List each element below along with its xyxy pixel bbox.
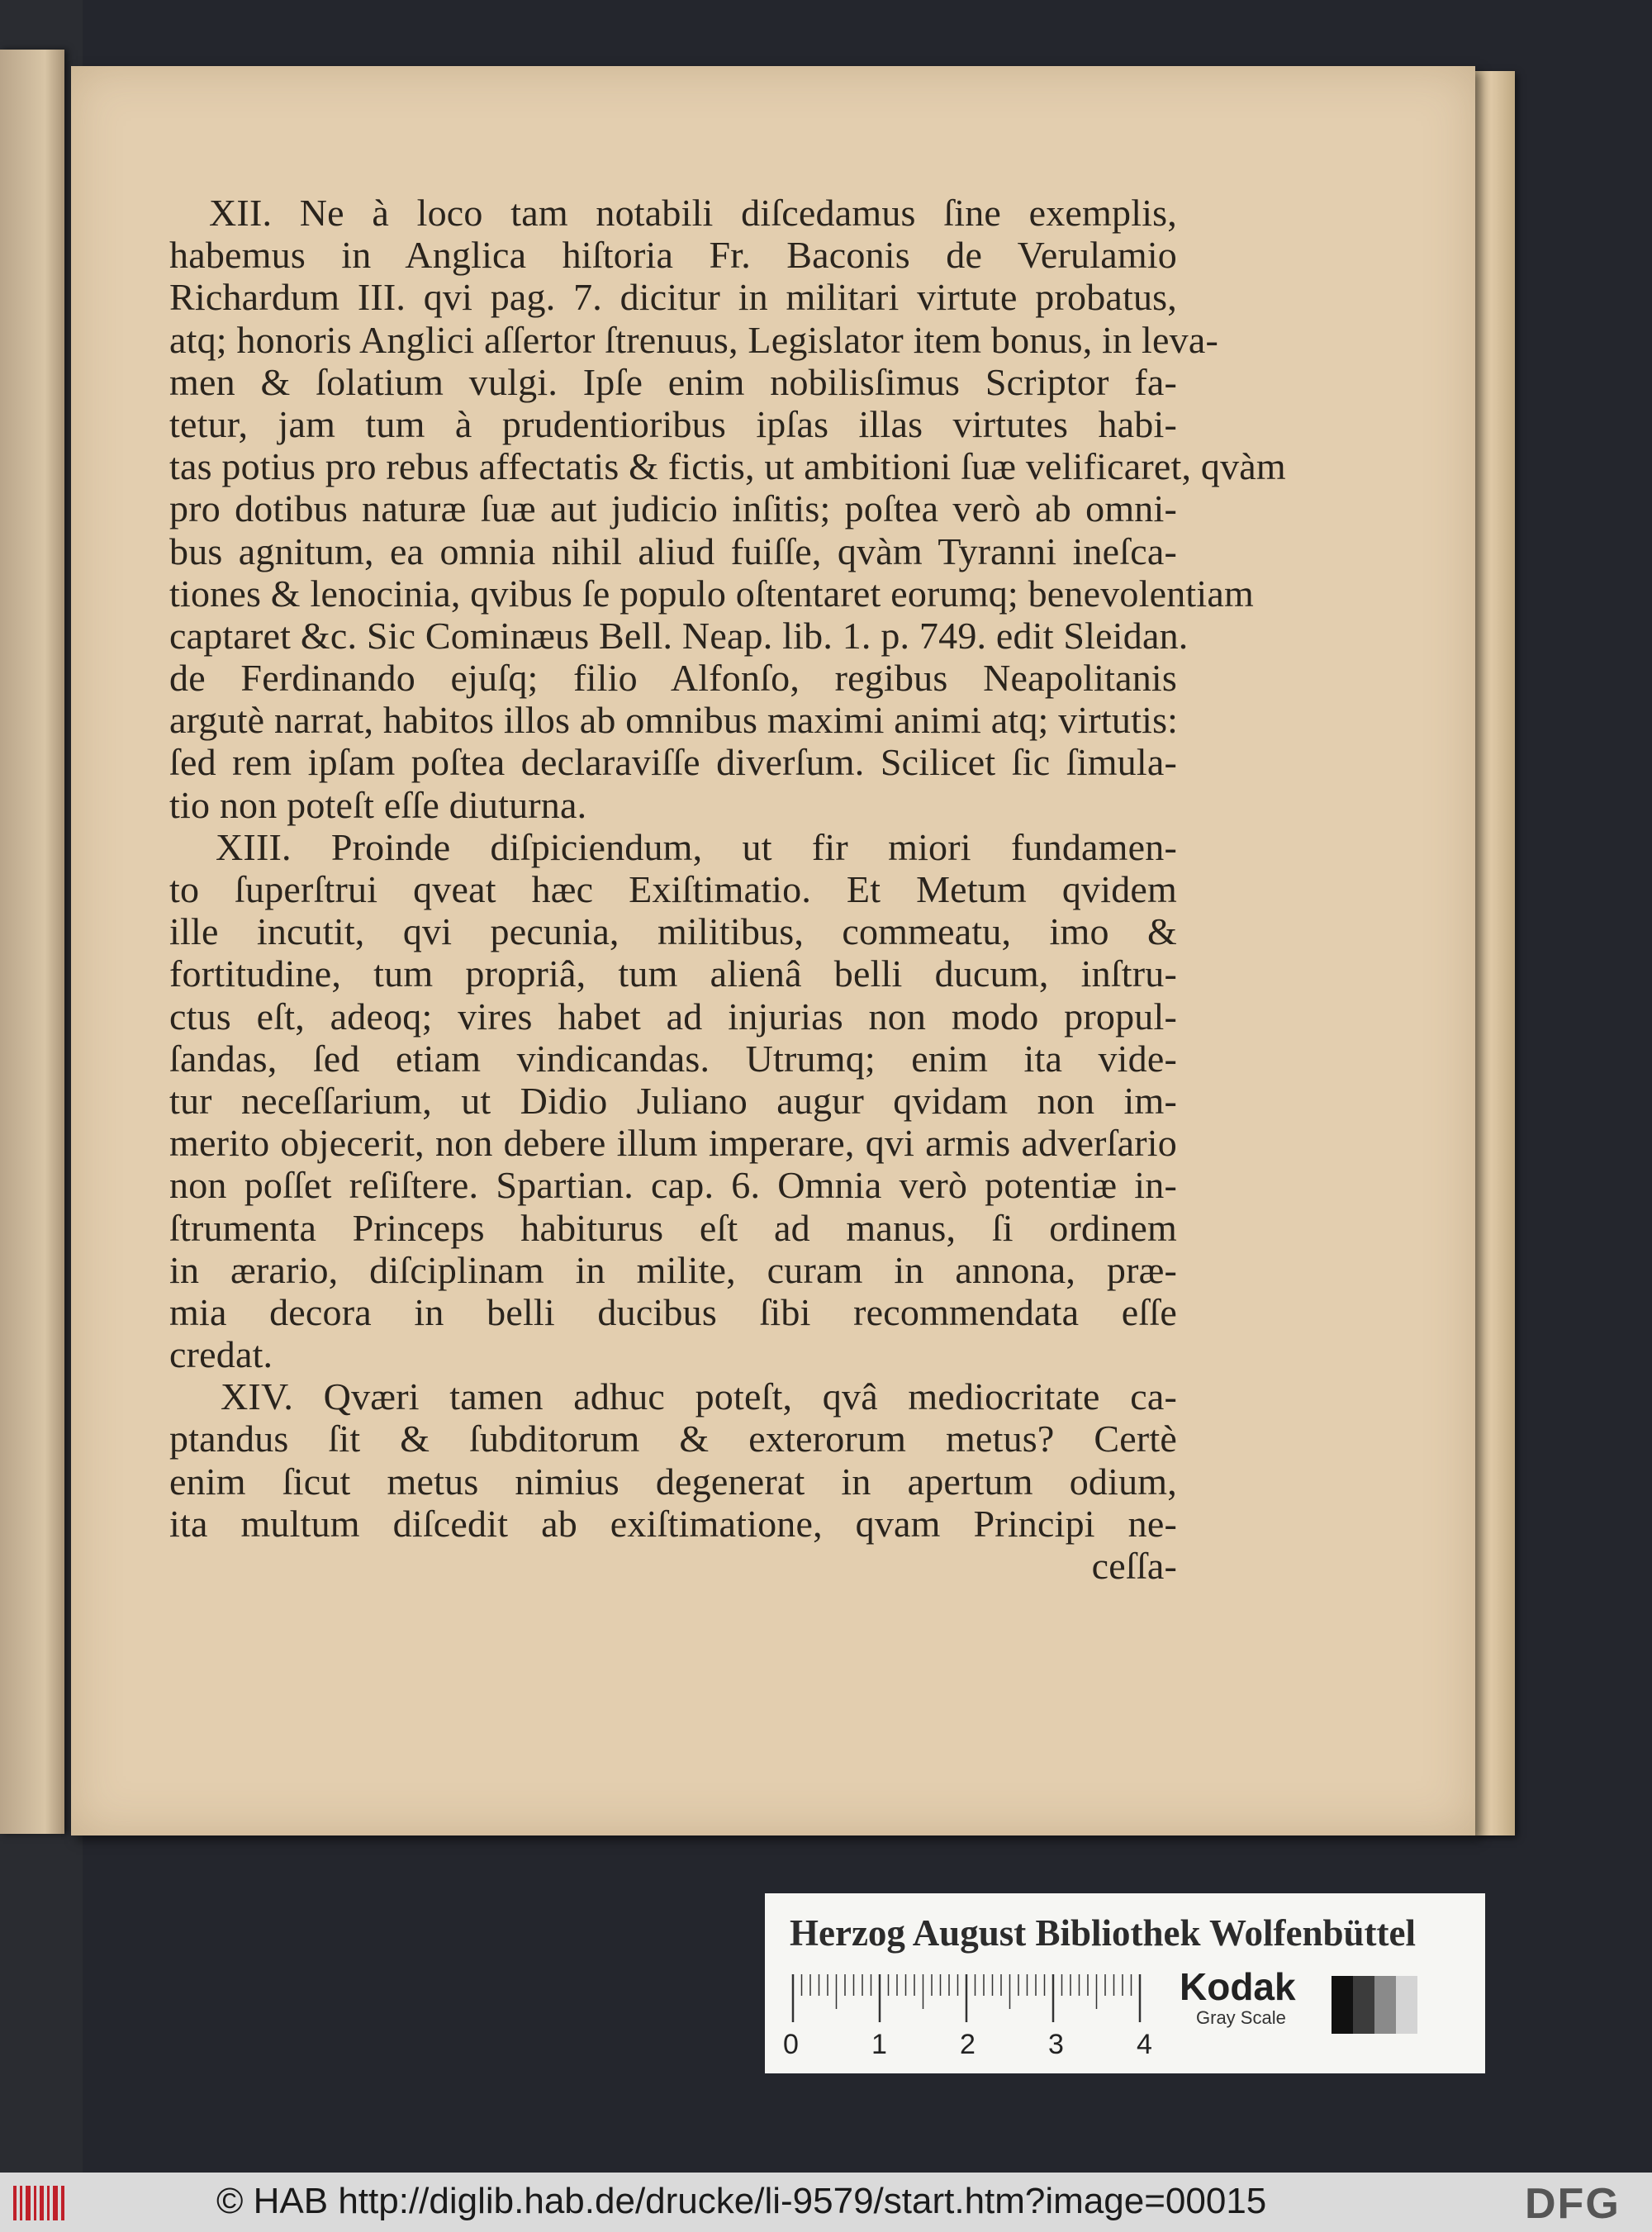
text-line: habemus in Anglica hiſtoria Fr. Baconis de Verulamio <box>169 234 1177 277</box>
text-line: ſtrumenta Princeps habiturus eſt ad manus, ſi ordinem <box>169 1206 1177 1249</box>
swatch-dark-gray <box>1353 1976 1374 2034</box>
swatch-light-gray <box>1396 1976 1417 2034</box>
text-line: credat. <box>169 1333 273 1376</box>
ruler-number: 4 <box>1137 2029 1152 2060</box>
page-text <box>169 192 1286 1587</box>
text-line: men & ſolatium vulgi. Ipſe enim nobilisſimus Scriptor fa- <box>169 360 1177 403</box>
text-line: to ſuperſtrui qveat hæc Exiſtimatio. Et Metum qvidem <box>169 868 1177 910</box>
text-line: enim ſicut metus nimius degenerat in apertum odium, <box>169 1460 1177 1503</box>
barcode-icon <box>12 2182 69 2224</box>
ruler-number: 2 <box>960 2029 976 2060</box>
ruler-number: 3 <box>1048 2029 1064 2060</box>
ruler-numbers <box>783 2029 1152 2062</box>
ruler-scale <box>790 1974 1145 2024</box>
text-line: ctus eſt, adeoq; vires habet ad injurias non modo propul- <box>169 995 1177 1038</box>
footer-bar <box>0 2173 1652 2232</box>
gray-scale-label: Gray Scale <box>1196 2007 1286 2028</box>
page-stack-edge <box>1475 71 1515 1835</box>
text-line: tur neceſſarium, ut Didio Juliano augur qvidam non im- <box>169 1079 1177 1122</box>
footer-link[interactable]: © HAB http://diglib.hab.de/drucke/li-9579/start.htm?image=00015 <box>216 2181 1267 2221</box>
text-line: pro dotibus naturæ ſuæ aut judicio inſitis; poſtea verò ab omni- <box>169 487 1177 530</box>
text-line: XIII. Proinde diſpiciendum, ut fir miori fundamen- <box>216 825 1177 868</box>
text-line: captaret &c. Sic Cominæus Bell. Neap. lib. 1. p. 749. edit Sleidan. <box>169 614 1189 657</box>
facing-page-edge <box>0 50 64 1834</box>
swatch-black <box>1332 1976 1353 2034</box>
kodak-logo: Kodak <box>1180 1965 1296 2008</box>
text-line: ſandas, ſed etiam vindicandas. Utrumq; enim ita vide- <box>169 1037 1177 1080</box>
library-label-card <box>765 1893 1485 2073</box>
dfg-logo: DFG <box>1525 2180 1621 2228</box>
text-line: merito objecerit, non debere illum imperare, qvi armis adverſario <box>169 1122 1177 1165</box>
text-line: tas potius pro rebus affectatis & fictis, ut ambitioni ſuæ velificaret, qvàm <box>169 445 1286 488</box>
library-name: Herzog August Bibliothek Wolfenbüttel <box>790 1912 1416 1954</box>
text-line: mia decora in belli ducibus ſibi recommendata eſſe <box>169 1290 1177 1333</box>
text-line: de Ferdinando ejuſq; filio Alfonſo, regibus Neapolitanis <box>169 657 1177 700</box>
text-line: ille incutit, qvi pecunia, militibus, commeatu, imo & <box>169 910 1177 953</box>
swatch-mid-gray <box>1374 1976 1396 2034</box>
text-line: ita multum diſcedit ab exiſtimatione, qvam Principi ne- <box>169 1502 1177 1545</box>
ruler-number: 0 <box>783 2029 799 2060</box>
ruler-number: 1 <box>871 2029 887 2060</box>
text-line: ptandus ſit & ſubditorum & exterorum metus? Certè <box>169 1418 1177 1460</box>
text-line: tio non poteſt eſſe diuturna. <box>169 783 587 826</box>
text-line: tetur, jam tum à prudentioribus ipſas illas virtutes habi- <box>169 402 1177 445</box>
text-line: bus agnitum, ea omnia nihil aliud fuiſſe, qvàm Tyranni ineſca- <box>169 530 1177 572</box>
text-line: ceſſa- <box>1091 1545 1177 1587</box>
text-line: argutè narrat, habitos illos ab omnibus maximi animi atq; virtutis: <box>169 699 1179 742</box>
text-line: fortitudine, tum propriâ, tum alienâ belli ducum, inſtru- <box>169 952 1177 995</box>
text-line: ſed rem ipſam poſtea declaraviſſe diverſum. Scilicet ſic ſimula- <box>169 741 1177 784</box>
text-line: XIV. Qværi tamen adhuc poteſt, qvâ mediocritate ca- <box>221 1375 1177 1418</box>
text-line: non poſſet reſiſtere. Spartian. cap. 6. Omnia verò potentiæ in- <box>169 1164 1177 1207</box>
text-line: XII. Ne à loco tam notabili diſcedamus ſine exemplis, <box>209 192 1177 234</box>
text-line: atq; honoris Anglici aſſertor ſtrenuus, Legislator item bonus, in leva- <box>169 318 1218 361</box>
text-line: tiones & lenocinia, qvibus ſe populo oſtentaret eorumq; benevolentiam <box>169 572 1254 615</box>
text-line: in ærario, diſciplinam in milite, curam in annona, præ- <box>169 1248 1177 1291</box>
text-line: Richardum III. qvi pag. 7. dicitur in militari virtute probatus, <box>169 276 1177 319</box>
gray-scale-swatches <box>1332 1976 1417 2034</box>
